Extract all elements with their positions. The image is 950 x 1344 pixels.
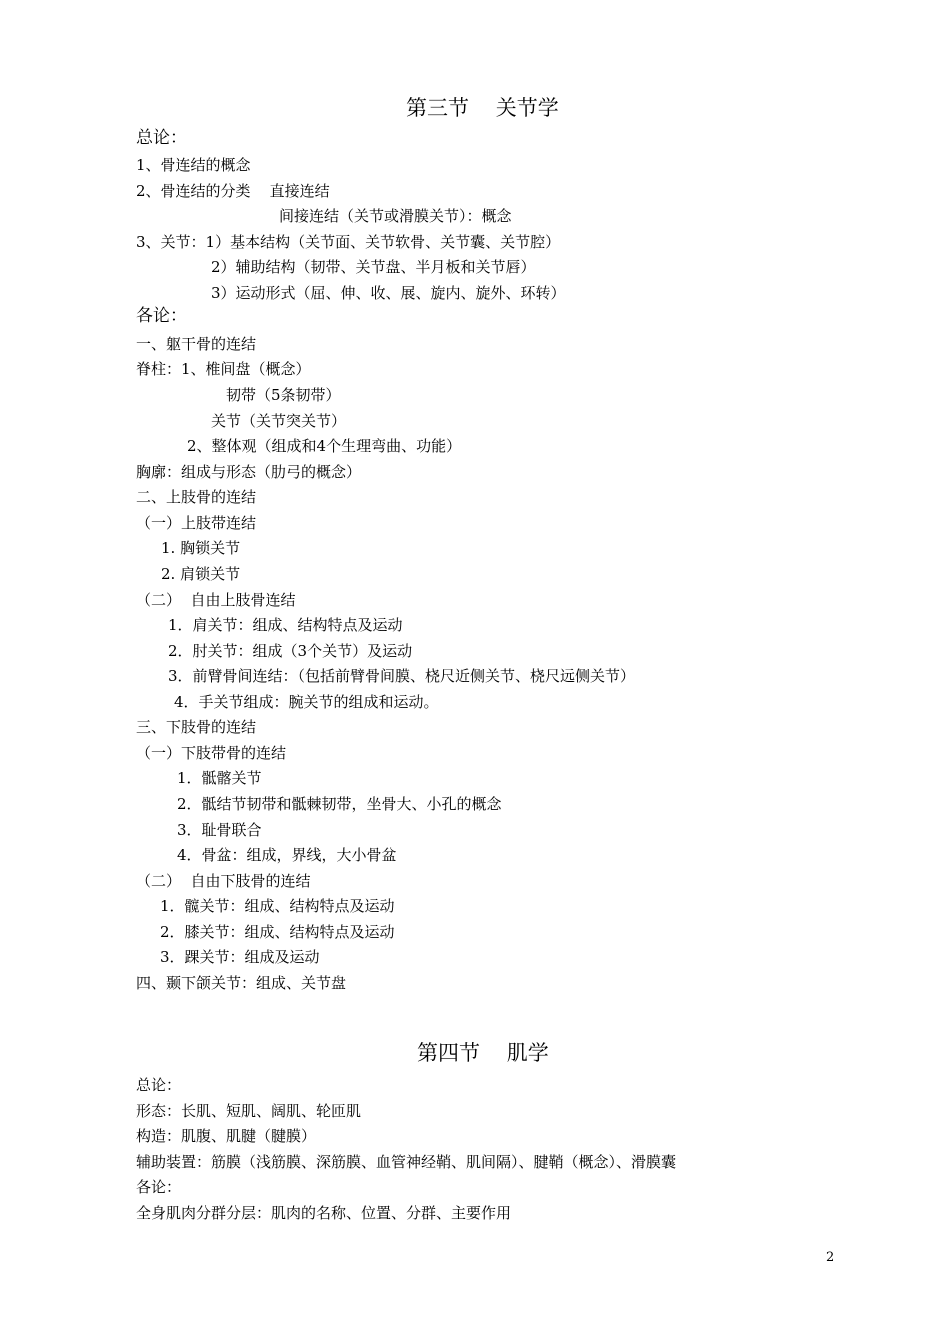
text-line: 2. 肩锁关节 xyxy=(161,565,241,583)
text-line: 3、关节：1）基本结构（关节面、关节软骨、关节囊、关节腔） xyxy=(136,233,561,251)
text-line: 全身肌肉分群分层：肌肉的名称、位置、分群、主要作用 xyxy=(136,1204,512,1222)
text-line: 4．手关节组成：腕关节的组成和运动。 xyxy=(174,693,439,711)
section-4-title: 第四节 肌学 xyxy=(417,1041,549,1065)
section-3-title: 第三节 关节学 xyxy=(406,96,559,120)
text-line: 一、躯干骨的连结 xyxy=(136,335,257,353)
text-line: 3．前臂骨间连结：（包括前臂骨间膜、桡尺近侧关节、桡尺远侧关节） xyxy=(168,667,636,685)
text-line: 胸廓：组成与形态（肋弓的概念） xyxy=(136,463,362,481)
text-line: 间接连结（关节或滑膜关节）：概念 xyxy=(279,207,512,225)
text-line: 1．髋关节：组成、结构特点及运动 xyxy=(160,897,395,915)
text-line: 2．肘关节：组成（3个关节）及运动 xyxy=(168,642,413,660)
text-line: 韧带（5条韧带） xyxy=(226,386,341,404)
text-line: 辅助装置：筋膜（浅筋膜、深筋膜、血管神经鞘、肌间隔）、腱鞘（概念）、滑膜囊 xyxy=(136,1153,677,1171)
text-line: 1．骶髂关节 xyxy=(177,769,262,787)
text-line: 2、骨连结的分类 直接连结 xyxy=(136,182,330,200)
text-line: 2．骶结节韧带和骶棘韧带，坐骨大、小孔的概念 xyxy=(177,795,502,813)
text-line: 1、骨连结的概念 xyxy=(136,156,251,174)
text-line: 4．骨盆：组成，界线，大小骨盆 xyxy=(177,846,397,864)
text-line: 构造：肌腹、肌腱（腱膜） xyxy=(136,1127,317,1145)
text-line: （一）下肢带骨的连结 xyxy=(136,744,287,762)
text-line: 2．膝关节：组成、结构特点及运动 xyxy=(160,923,395,941)
text-line: 1．肩关节：组成、结构特点及运动 xyxy=(168,616,403,634)
text-line: 总论： xyxy=(136,1076,182,1094)
text-line: 2）辅助结构（韧带、关节盘、半月板和关节唇） xyxy=(211,258,536,276)
specific-heading: 各论： xyxy=(136,306,187,326)
text-line: 2、整体观（组成和4个生理弯曲、功能） xyxy=(187,437,462,455)
text-line: （一）上肢带连结 xyxy=(136,514,257,532)
text-line: 3．耻骨联合 xyxy=(177,821,262,839)
text-line: （二） 自由上肢骨连结 xyxy=(136,591,296,609)
text-line: 1. 胸锁关节 xyxy=(161,539,241,557)
text-line: 3）运动形式（屈、伸、收、展、旋内、旋外、环转） xyxy=(211,284,566,302)
text-line: 关节（关节突关节） xyxy=(211,412,347,430)
text-line: 四、颞下颌关节：组成、关节盘 xyxy=(136,974,347,992)
general-heading: 总论： xyxy=(136,128,187,148)
text-line: 二、上肢骨的连结 xyxy=(136,488,257,506)
text-line: 3．踝关节：组成及运动 xyxy=(160,948,320,966)
text-line: （二） 自由下肢骨的连结 xyxy=(136,872,311,890)
text-line: 三、下肢骨的连结 xyxy=(136,718,257,736)
page-number: 2 xyxy=(826,1250,835,1265)
text-line: 脊柱：1、椎间盘（概念） xyxy=(136,360,311,378)
text-line: 形态：长肌、短肌、阔肌、轮匝肌 xyxy=(136,1102,362,1120)
text-line: 各论： xyxy=(136,1178,182,1196)
